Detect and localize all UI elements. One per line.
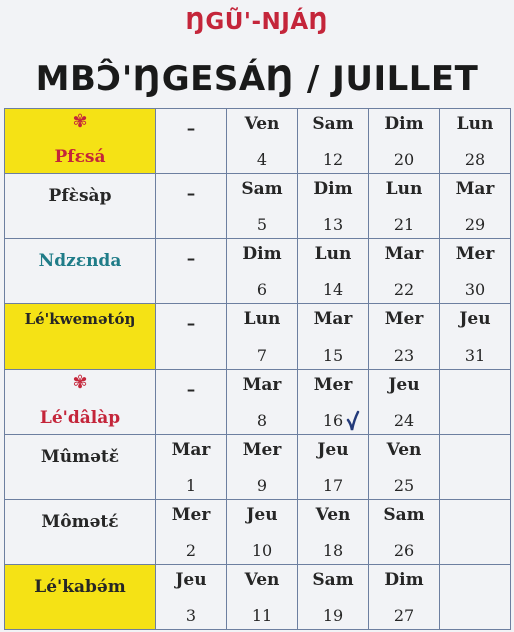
date-number: 7	[256, 345, 268, 365]
market-day-name: Mûmətɛ̌	[40, 446, 120, 467]
weekday-label: Ven	[244, 569, 280, 590]
market-day-cell	[5, 369, 156, 434]
day-cell	[156, 369, 227, 434]
check-mark-icon	[346, 410, 360, 432]
day-cell	[227, 174, 298, 239]
day-cell	[227, 304, 298, 369]
date-number: 8	[256, 410, 268, 430]
date-number: 14	[322, 280, 344, 300]
day-cell	[156, 304, 227, 369]
weekday-label: Mer	[313, 374, 353, 395]
market-day-name: Pfɛsá	[54, 147, 106, 168]
market-day-cell	[5, 239, 156, 304]
market-day-name: Ndzɛnda	[38, 251, 122, 272]
day-placeholder: –	[186, 184, 196, 205]
day-cell	[227, 564, 298, 629]
day-cell	[156, 434, 227, 499]
date-number: 10	[251, 540, 273, 560]
date-number: 23	[393, 345, 415, 365]
market-day-cell	[5, 304, 156, 369]
week-row	[5, 109, 511, 174]
day-cell	[298, 499, 369, 564]
day-cell	[440, 369, 511, 434]
date-number: 25	[393, 475, 415, 495]
weekday-label: Jeu	[459, 309, 491, 330]
weekday-label: Sam	[383, 504, 425, 525]
weekday-label: Sam	[312, 114, 354, 134]
market-day-cell	[5, 434, 156, 499]
day-cell	[369, 304, 440, 369]
weekday-label: Lun	[456, 114, 494, 134]
date-number: 5	[256, 215, 268, 235]
day-placeholder: –	[186, 119, 196, 139]
date-number: 28	[464, 150, 486, 170]
day-cell	[298, 239, 369, 304]
date-number: 27	[393, 606, 415, 625]
market-day-cell	[5, 174, 156, 239]
day-cell	[440, 304, 511, 369]
date-number: 9	[256, 475, 268, 495]
month-title: MBƆ̂'ŊGESÁŊ / JUILLET	[35, 59, 479, 99]
day-cell	[369, 434, 440, 499]
weekday-label: Jeu	[175, 569, 207, 590]
day-cell	[369, 499, 440, 564]
weekday-label: Dim	[242, 244, 282, 265]
weekday-label: Dim	[313, 179, 353, 200]
day-cell	[156, 499, 227, 564]
weekday-label: Ven	[315, 504, 351, 525]
day-cell	[227, 239, 298, 304]
weekday-label: Sam	[241, 179, 283, 200]
day-cell	[369, 174, 440, 239]
week-row	[5, 239, 511, 304]
market-day-name: Lé'kabə́m	[34, 576, 126, 597]
date-number: 13	[322, 215, 344, 235]
date-number: 18	[322, 540, 344, 560]
date-number: 6	[256, 280, 268, 300]
market-day-name: Lé'dâlàp	[39, 407, 121, 428]
ngu-title: ŊGŨ'-NJÁŊ	[185, 9, 329, 35]
date-number: 4	[256, 150, 268, 170]
weekday-label: Ven	[386, 439, 422, 460]
day-placeholder: –	[186, 249, 196, 270]
day-cell	[369, 369, 440, 434]
weekday-label: Mer	[455, 244, 495, 265]
day-cell	[369, 239, 440, 304]
weekday-label: Mer	[171, 504, 211, 525]
market-day-name: Mômətɛ́	[41, 511, 119, 532]
day-cell	[227, 369, 298, 434]
day-cell	[227, 434, 298, 499]
date-number: 15	[322, 345, 344, 365]
week-row	[5, 499, 511, 564]
date-number: 12	[322, 150, 344, 170]
day-cell	[369, 564, 440, 629]
day-placeholder: –	[186, 379, 196, 400]
date-number: 30	[464, 280, 486, 300]
weekday-label: Ven	[244, 114, 280, 134]
market-day-name: Lé'kwemətóŋ	[24, 310, 136, 329]
calendar-table	[4, 108, 511, 630]
weekday-label: Dim	[384, 569, 424, 590]
weekday-label: Mar	[384, 244, 424, 265]
day-cell	[156, 564, 227, 629]
flower-icon: ✾	[72, 111, 88, 132]
date-number: 24	[393, 410, 415, 430]
weekday-label: Mar	[313, 309, 353, 330]
day-cell	[156, 239, 227, 304]
day-cell	[298, 434, 369, 499]
day-cell	[440, 564, 511, 629]
weekday-label: Mar	[455, 179, 495, 200]
weekday-label: Lun	[385, 179, 423, 200]
market-day-cell	[5, 564, 156, 629]
day-cell	[156, 174, 227, 239]
date-number: 26	[393, 540, 415, 560]
date-number: 31	[464, 345, 486, 365]
week-row	[5, 304, 511, 369]
date-number: 1	[185, 475, 197, 495]
day-cell	[298, 369, 369, 434]
day-cell	[440, 174, 511, 239]
day-cell	[156, 109, 227, 174]
week-row	[5, 564, 511, 629]
date-number: 20	[393, 150, 415, 170]
date-number: 29	[464, 215, 486, 235]
day-cell	[440, 109, 511, 174]
day-cell	[298, 174, 369, 239]
week-row	[5, 174, 511, 239]
weekday-label: Jeu	[317, 439, 349, 460]
day-cell	[440, 434, 511, 499]
day-cell	[298, 564, 369, 629]
date-number: 21	[393, 215, 415, 235]
weekday-label: Mer	[384, 309, 424, 330]
day-cell	[440, 499, 511, 564]
week-row	[5, 434, 511, 499]
day-cell	[227, 109, 298, 174]
date-number: 11	[251, 606, 273, 625]
weekday-label: Jeu	[246, 504, 278, 525]
day-cell	[227, 499, 298, 564]
market-day-name: Pfɛ̀sàp	[48, 186, 112, 207]
market-day-cell	[5, 499, 156, 564]
date-number: 3	[185, 606, 197, 625]
date-number: 2	[185, 540, 197, 560]
day-cell	[369, 109, 440, 174]
date-number: 19	[322, 606, 344, 625]
weekday-label: Lun	[314, 244, 352, 265]
day-placeholder: –	[186, 314, 196, 335]
date-number: 22	[393, 280, 415, 300]
weekday-label: Mar	[171, 439, 211, 460]
weekday-label: Jeu	[388, 374, 420, 395]
date-number: 17	[322, 475, 344, 495]
weekday-label: Mar	[242, 374, 282, 395]
weekday-label: Mer	[242, 439, 282, 460]
weekday-label: Dim	[384, 114, 424, 134]
day-cell	[440, 239, 511, 304]
day-cell	[298, 109, 369, 174]
flower-icon: ✾	[72, 371, 88, 393]
week-row	[5, 369, 511, 434]
weekday-label: Lun	[243, 309, 281, 330]
market-day-cell	[5, 109, 156, 174]
date-number: 16	[322, 410, 344, 430]
weekday-label: Sam	[312, 569, 354, 590]
day-cell	[298, 304, 369, 369]
